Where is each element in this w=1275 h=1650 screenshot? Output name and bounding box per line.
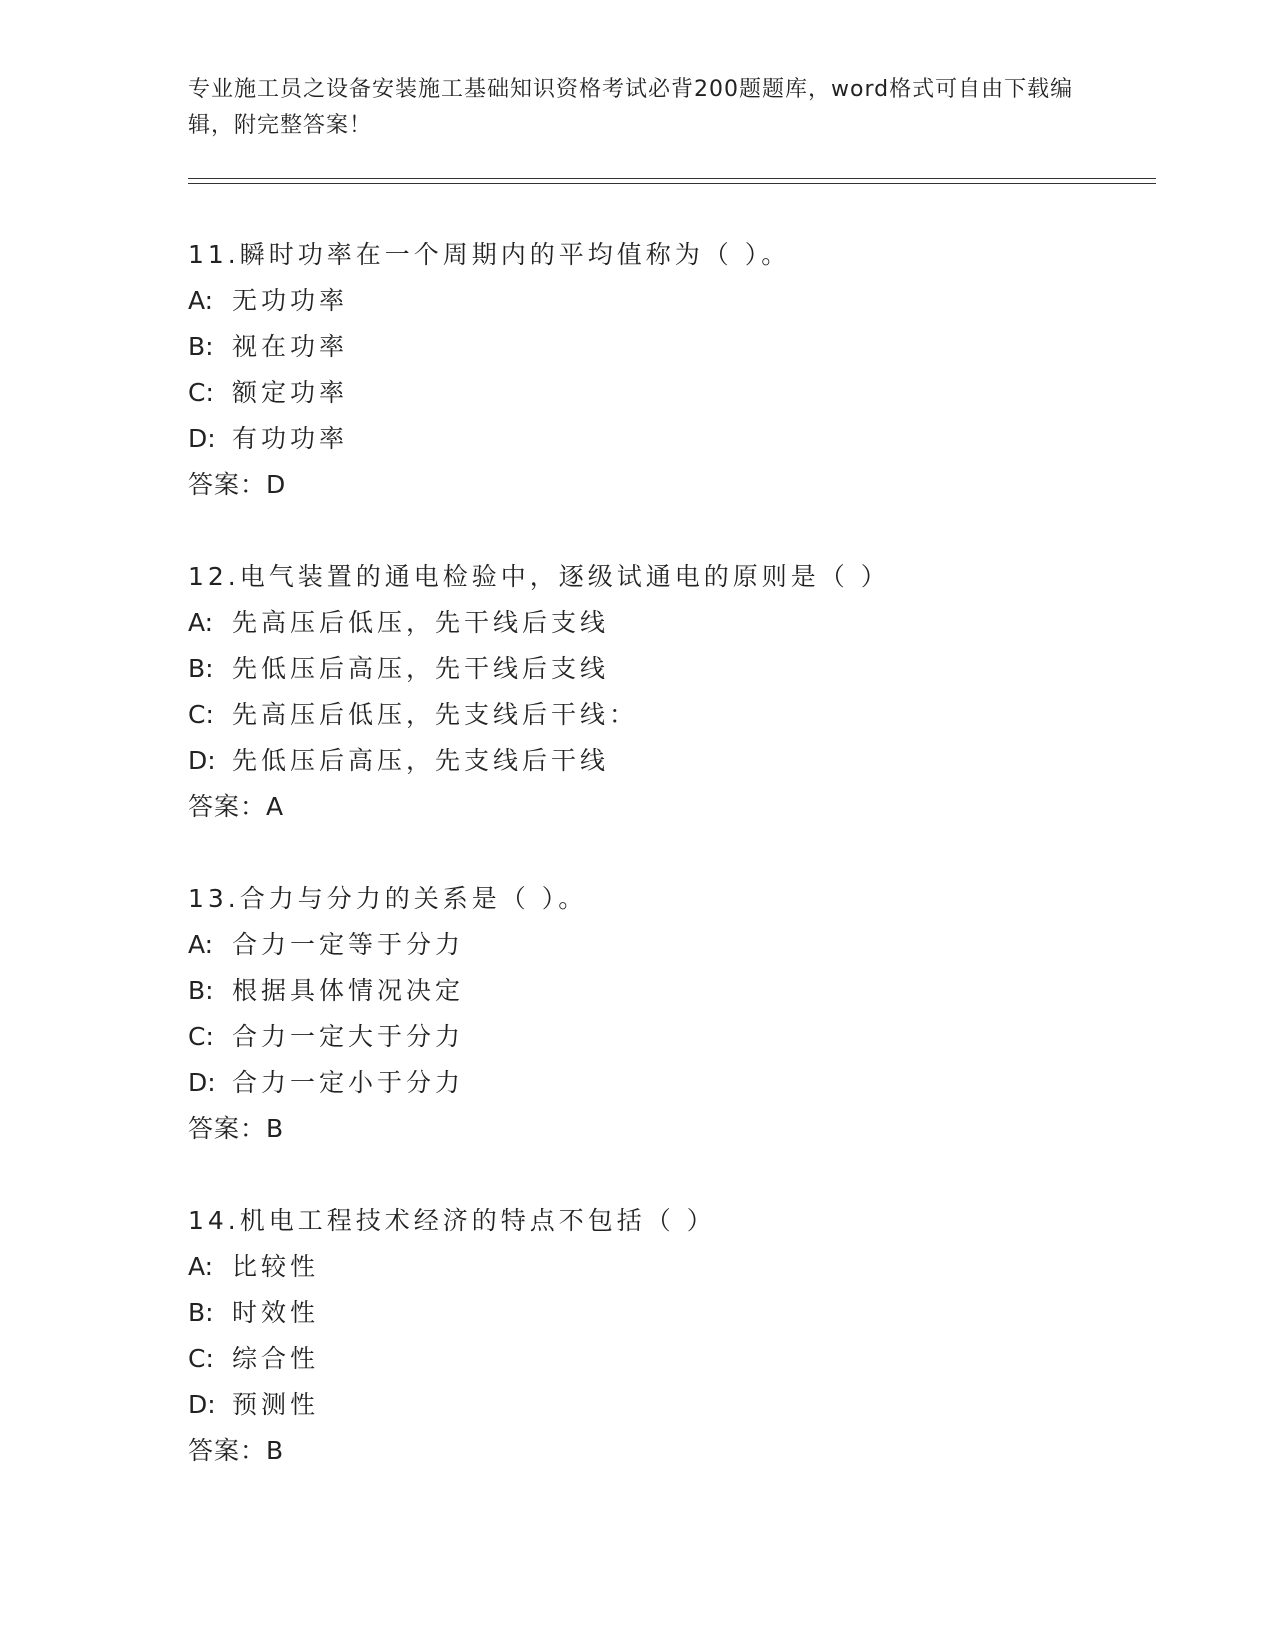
option-text: 比较性 <box>232 1252 320 1281</box>
question-14 <box>188 1198 1148 1520</box>
option-key: A: <box>188 608 214 637</box>
option-a <box>188 278 1148 324</box>
option-b <box>188 968 1148 1014</box>
option-key: D: <box>188 1390 216 1419</box>
question-11 <box>188 232 1148 554</box>
option-c <box>188 1014 1148 1060</box>
option-b <box>188 646 1148 692</box>
option-key: C: <box>188 700 214 729</box>
header-divider-top <box>188 178 1156 179</box>
answer: 答案：A <box>188 792 285 821</box>
option-d <box>188 1382 1148 1428</box>
question-stem: 12.电气装置的通电检验中，逐级试通电的原则是（ ） <box>188 562 890 591</box>
option-text: 预测性 <box>232 1390 320 1419</box>
document-header: 专业施工员之设备安装施工基础知识资格考试必背200题题库，word格式可自由下载编辑，附完整答案！ <box>188 77 1074 138</box>
question-stem: 11.瞬时功率在一个周期内的平均值称为（ ）。 <box>188 240 791 269</box>
option-key: A: <box>188 930 214 959</box>
question-stem: 14.机电工程技术经济的特点不包括（ ） <box>188 1206 716 1235</box>
option-a <box>188 600 1148 646</box>
option-b <box>188 324 1148 370</box>
option-key: A: <box>188 286 214 315</box>
option-text: 无功功率 <box>232 286 349 315</box>
option-d <box>188 738 1148 784</box>
question-13 <box>188 876 1148 1198</box>
option-key: B: <box>188 332 214 361</box>
option-text: 额定功率 <box>232 378 349 407</box>
header-divider-bottom <box>188 183 1156 184</box>
option-key: B: <box>188 654 214 683</box>
option-text: 根据具体情况决定 <box>232 976 465 1005</box>
option-text: 先低压后高压，先支线后干线 <box>232 746 610 775</box>
option-text: 合力一定小于分力 <box>232 1068 465 1097</box>
question-12 <box>188 554 1148 876</box>
option-text: 先低压后高压，先干线后支线 <box>232 654 610 683</box>
option-key: C: <box>188 1022 214 1051</box>
option-text: 时效性 <box>232 1298 320 1327</box>
option-b <box>188 1290 1148 1336</box>
option-key: D: <box>188 746 216 775</box>
option-c <box>188 370 1148 416</box>
option-text: 有功功率 <box>232 424 349 453</box>
option-key: C: <box>188 1344 214 1373</box>
option-text: 合力一定等于分力 <box>232 930 465 959</box>
option-key: B: <box>188 1298 214 1327</box>
option-key: B: <box>188 976 214 1005</box>
option-text: 先高压后低压，先干线后支线 <box>232 608 610 637</box>
option-text: 先高压后低压，先支线后干线： <box>232 700 639 729</box>
option-a <box>188 1244 1148 1290</box>
option-a <box>188 922 1148 968</box>
answer: 答案：D <box>188 470 287 499</box>
option-c <box>188 1336 1148 1382</box>
option-c <box>188 692 1148 738</box>
option-text: 综合性 <box>232 1344 320 1373</box>
option-key: A: <box>188 1252 214 1281</box>
option-key: C: <box>188 378 214 407</box>
answer: 答案：B <box>188 1114 285 1143</box>
option-key: D: <box>188 424 216 453</box>
answer: 答案：B <box>188 1436 285 1465</box>
question-list <box>188 232 1148 1520</box>
option-key: D: <box>188 1068 216 1097</box>
question-stem: 13.合力与分力的关系是（ ）。 <box>188 884 588 913</box>
option-text: 合力一定大于分力 <box>232 1022 465 1051</box>
option-d <box>188 416 1148 462</box>
option-d <box>188 1060 1148 1106</box>
option-text: 视在功率 <box>232 332 349 361</box>
